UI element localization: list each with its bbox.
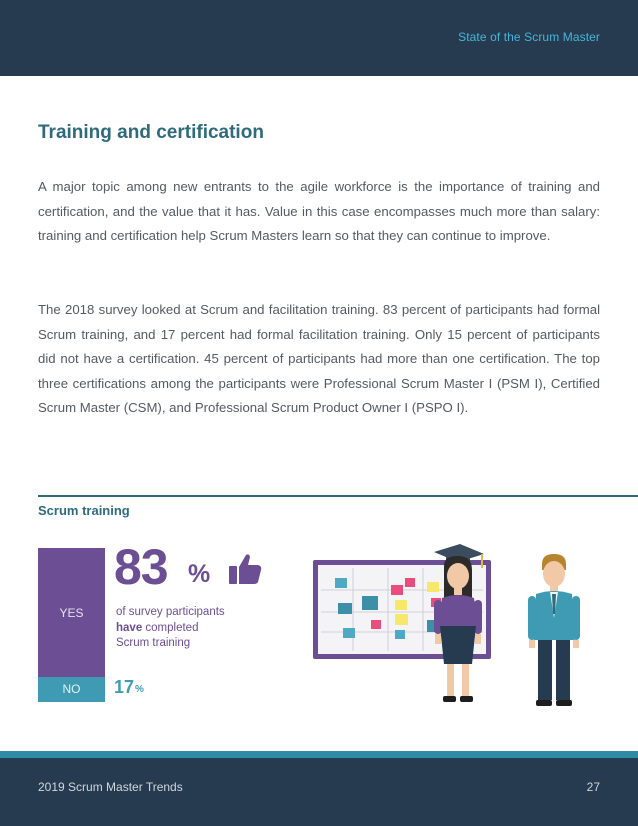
description-emphasis: have	[116, 621, 143, 634]
description-line-3: Scrum training	[116, 637, 191, 649]
document-title: State of the Scrum Master	[458, 30, 600, 44]
description-line-2: completed	[142, 621, 199, 634]
section-title: Training and certification	[38, 122, 264, 143]
thumbs-up-icon	[227, 551, 263, 587]
description-line-1: of survey participants	[116, 606, 225, 618]
yes-percent-sign: %	[188, 560, 211, 588]
survey-paragraph: The 2018 survey looked at Scrum and facilitation training. 83 percent of participants had formal Scrum training, and 17 percent had formal facilitation training. Only 15 percent of participants did not have a certification. 45 percent of participants had more than one certification. The top three certifications among the participants were Professional Scrum Master I (PSM I), Certified Scrum Master (CSM), and Professional Scrum Product Owner I (PSPO I).	[38, 302, 600, 415]
no-percent-sign: %	[135, 684, 144, 695]
section-divider	[38, 495, 638, 497]
yes-bar	[38, 548, 105, 677]
man-illustration	[524, 552, 584, 710]
footer-stripe	[0, 751, 638, 758]
no-percentage: 17	[114, 677, 135, 697]
yes-description	[116, 605, 256, 652]
intro-paragraph: A major topic among new entrants to the agile workforce is the importance of training and certification, and the value that it has. Value in this case encompasses much more than salary: training and certification help Scrum Masters learn so that they can continue to improve.	[38, 179, 600, 243]
no-bar	[38, 677, 105, 702]
infographic-title: Scrum training	[38, 503, 130, 518]
graduate-woman-illustration	[424, 540, 490, 710]
footer-title: 2019 Scrum Master Trends	[38, 780, 183, 794]
yes-label: YES	[59, 606, 84, 620]
no-label: NO	[62, 682, 81, 696]
page-number: 27	[586, 780, 600, 794]
yes-percentage: 83	[114, 539, 168, 595]
page-footer	[0, 758, 638, 826]
page-header	[0, 0, 638, 76]
